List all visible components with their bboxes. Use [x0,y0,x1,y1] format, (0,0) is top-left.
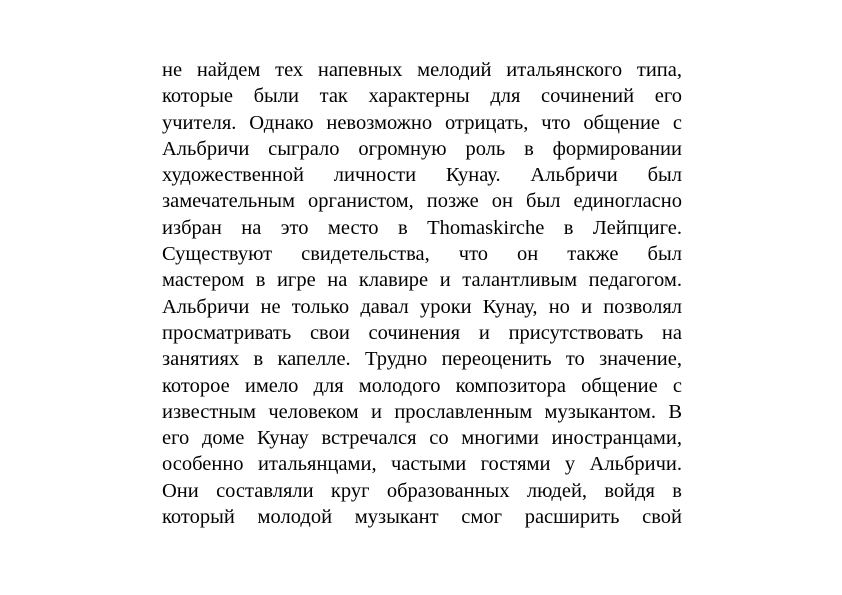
text-line-1: не найдем тех напевных мелодий итальянского типа, [162,59,682,81]
text-line-2: которые были так характерны для сочинений его [162,85,682,108]
body-text [162,57,682,530]
text-line-4: Альбричи сыграло огромную роль в формировании [162,137,682,160]
text-line-8: Существуют свидетельства, что он также был [162,243,682,266]
text-line-10: Альбричи не только давал уроки Кунау, но и позволял [162,295,682,318]
text-line-3: учителя. Однако невозможно отрицать, что общение с [162,111,682,134]
text-line-6: замечательным органистом, позже он был единогласно [162,190,682,213]
text-line-11: просматривать свои сочинения и присутствовать на [162,321,682,344]
text-line-16: особенно итальянцами, частыми гостями у Альбричи. [162,453,682,476]
text-line-14: известным человеком и прославленным музыкантом. В [162,400,682,423]
text-line-5: художественной личности Кунау. Альбричи был [162,164,682,187]
text-line-12: занятиях в капелле. Трудно переоценить то значение, [162,348,682,371]
text-line-15: его доме Кунау встречался со многими иностранцами, [162,427,682,450]
text-line-9: мастером в игре на клавире и талантливым педагогом. [162,269,682,292]
text-line-17: Они составляли круг образованных людей, войдя в [162,479,682,502]
text-line-18: который молодой музыкант смог расширить свой [162,506,682,529]
text-line-13: которое имело для молодого композитора общение с [162,374,682,397]
text-line-7: избран на это место в Thomaskirche в Лейпциге. [162,216,682,239]
